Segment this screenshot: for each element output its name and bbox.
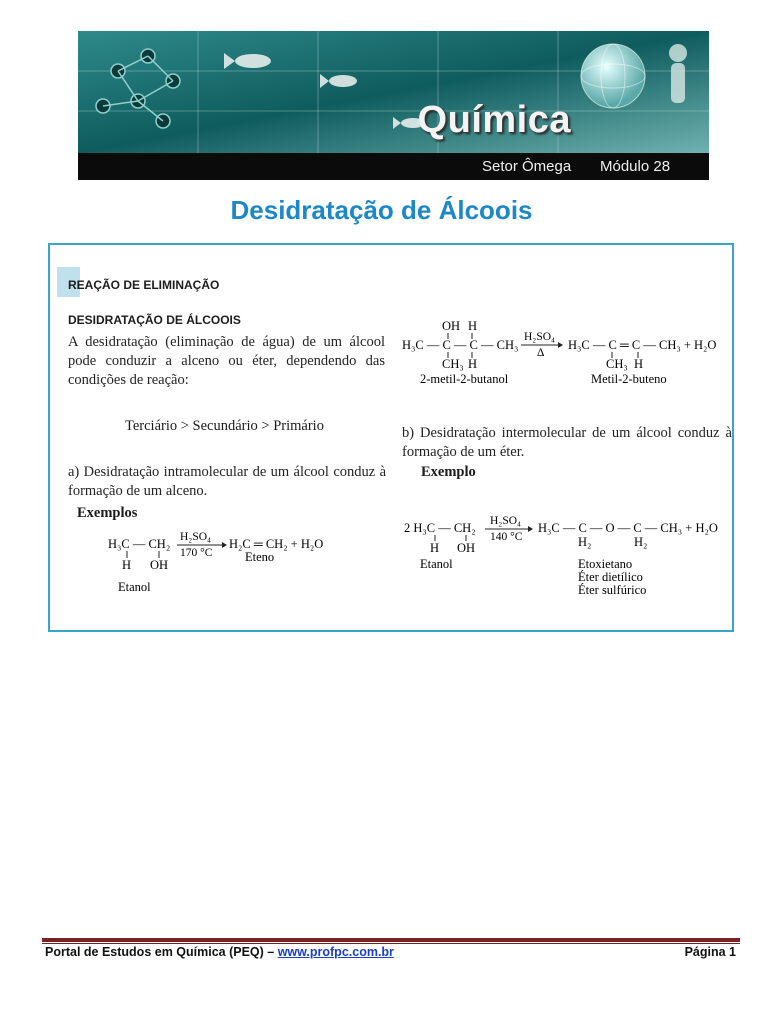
condition: 140 °C bbox=[490, 531, 523, 543]
reagent-top-h: H bbox=[468, 319, 478, 333]
condition: 170 °C bbox=[180, 547, 213, 559]
product-h2-left: H₂ bbox=[578, 535, 592, 549]
product-name: Eteno bbox=[245, 550, 275, 564]
banner-title: Química bbox=[417, 99, 571, 141]
reagent-h: H bbox=[430, 541, 440, 555]
catalyst: H₂SO₄ bbox=[524, 331, 556, 343]
reaction-eter bbox=[398, 510, 734, 600]
heading-reacao: REAÇÃO DE ELIMINAÇÃO bbox=[68, 278, 220, 292]
product-name: Metil-2-buteno bbox=[591, 372, 667, 386]
reactivity-order: Terciário > Secundário > Primário bbox=[125, 418, 324, 434]
reagent-name: 2-metil-2-butanol bbox=[420, 372, 509, 386]
catalyst: H₂SO₄ bbox=[180, 531, 212, 543]
intro-paragraph: A desidratação (eliminação de água) de um álcool pode conduzir a alceno ou éter, dependendo das condições de reação: bbox=[68, 334, 385, 388]
product-formula: H₃C — C — O — C — CH₃ + H₂O bbox=[538, 521, 718, 535]
reagent-oh: OH bbox=[442, 319, 461, 333]
item-a-paragraph: a) Desidratação intramolecular de um álcool conduz à formação de um alceno. bbox=[68, 464, 386, 499]
reagent-oh: OH bbox=[457, 541, 476, 555]
banner-setor: Setor Ômega bbox=[482, 158, 572, 175]
reagent-name: Etanol bbox=[118, 580, 151, 594]
page-title: Desidratação de Álcoois bbox=[230, 195, 533, 225]
reagent-h: H bbox=[122, 558, 132, 572]
reaction-metilbutanol bbox=[398, 315, 734, 390]
footer-portal bbox=[45, 945, 394, 959]
reaction-etanol-eteno bbox=[100, 525, 360, 600]
reagent-formula: H₃C — C — C — CH₃ bbox=[402, 338, 519, 352]
reagent-sub-h: H bbox=[468, 357, 478, 371]
footer-rule bbox=[42, 938, 740, 942]
banner-artwork bbox=[78, 31, 709, 153]
footer-rule-thin bbox=[42, 943, 740, 944]
reagent-oh: OH bbox=[150, 558, 169, 572]
reagent-name: Etanol bbox=[420, 557, 453, 571]
banner-modulo: Módulo 28 bbox=[600, 158, 671, 175]
reagent-ch3: CH₃ bbox=[442, 357, 464, 371]
item-b-paragraph: b) Desidratação intermolecular de um álcool conduz à formação de um éter. bbox=[402, 425, 732, 460]
header-banner bbox=[78, 31, 709, 180]
reagent-formula: H₃C — CH₂ bbox=[108, 537, 171, 551]
condition: Δ bbox=[537, 347, 545, 359]
product-name-1: Etoxietano bbox=[578, 557, 633, 571]
exemplo-label: Exemplo bbox=[421, 464, 476, 480]
reagent-formula: 2 H₃C — CH₂ bbox=[404, 521, 476, 535]
footer-site-link[interactable]: www.profpc.com.br bbox=[277, 945, 394, 959]
product-name-2: Éter dietílico bbox=[578, 570, 643, 584]
product-ch3: CH₃ bbox=[606, 357, 628, 371]
footer-portal-text: Portal de Estudos em Química (PEQ) – bbox=[45, 945, 278, 959]
product-name-3: Éter sulfúrico bbox=[578, 583, 647, 597]
figure-icon bbox=[669, 44, 687, 103]
catalyst: H₂SO₄ bbox=[490, 515, 522, 527]
product-formula: H₂C ═ CH₂ + H₂O bbox=[229, 537, 324, 551]
globe-icon bbox=[581, 44, 645, 108]
exemplos-label: Exemplos bbox=[77, 505, 138, 521]
product-sub-h: H bbox=[634, 357, 644, 371]
product-h2-right: H₂ bbox=[634, 535, 648, 549]
heading-desidratacao: DESIDRATAÇÃO DE ÁLCOOIS bbox=[68, 313, 241, 327]
footer-page-number: Página 1 bbox=[684, 945, 736, 959]
product-formula: H₃C — C ═ C — CH₃ + H₂O bbox=[568, 338, 717, 352]
